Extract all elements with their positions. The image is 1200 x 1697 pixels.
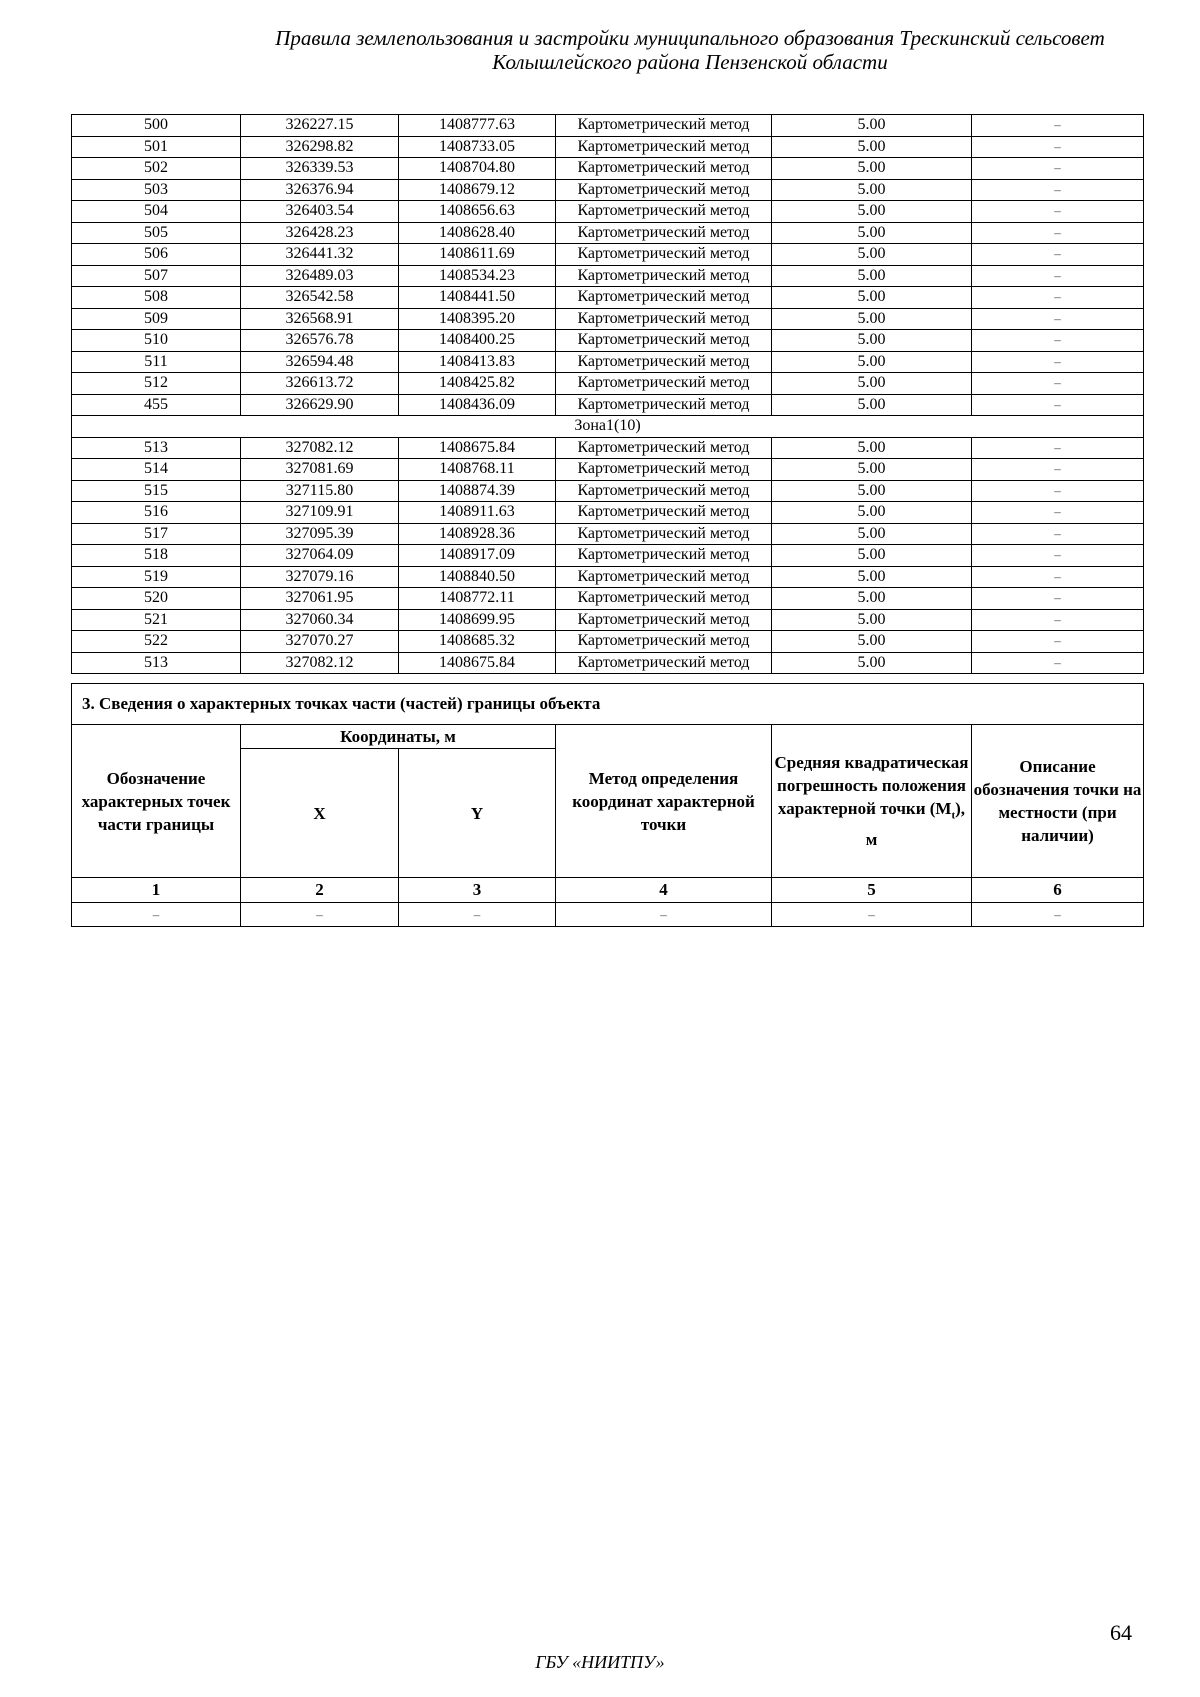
- description-cell: –: [972, 308, 1144, 330]
- zone-label: Зона1(10): [72, 416, 1144, 438]
- error-cell: 5.00: [772, 179, 972, 201]
- point-number-cell: 500: [72, 115, 241, 137]
- table-row: [72, 480, 1144, 502]
- point-number-cell: 519: [72, 566, 241, 588]
- x-coordinate-cell: 326629.90: [241, 394, 399, 416]
- document-header: [0, 26, 1200, 74]
- description-cell: –: [972, 244, 1144, 266]
- error-cell: 5.00: [772, 308, 972, 330]
- table-row: [72, 566, 1144, 588]
- empty-cell: –: [556, 903, 772, 927]
- y-coordinate-cell: 1408768.11: [399, 459, 556, 481]
- point-number-cell: 501: [72, 136, 241, 158]
- error-cell: 5.00: [772, 588, 972, 610]
- y-coordinate-cell: 1408534.23: [399, 265, 556, 287]
- zone-row: [72, 416, 1144, 438]
- table-row: [72, 459, 1144, 481]
- x-coordinate-cell: 326441.32: [241, 244, 399, 266]
- y-coordinate-cell: 1408874.39: [399, 480, 556, 502]
- header-point-designation: Обозначение характерных точек части границы: [72, 725, 241, 878]
- table-row: [72, 201, 1144, 223]
- description-cell: –: [972, 480, 1144, 502]
- header-line-2: Колышлейского района Пензенской области: [492, 50, 888, 74]
- point-number-cell: 511: [72, 351, 241, 373]
- x-coordinate-cell: 326613.72: [241, 373, 399, 395]
- x-coordinate-cell: 327082.12: [241, 437, 399, 459]
- y-coordinate-cell: 1408395.20: [399, 308, 556, 330]
- method-cell: Картометрический метод: [556, 480, 772, 502]
- header-error: [772, 725, 972, 878]
- method-cell: Картометрический метод: [556, 244, 772, 266]
- error-cell: 5.00: [772, 136, 972, 158]
- point-number-cell: 517: [72, 523, 241, 545]
- description-cell: –: [972, 351, 1144, 373]
- table-row: [72, 222, 1144, 244]
- error-cell: 5.00: [772, 609, 972, 631]
- header-error-subscript: t: [951, 809, 956, 822]
- table-row: [72, 609, 1144, 631]
- x-coordinate-cell: 327081.69: [241, 459, 399, 481]
- empty-cell: –: [772, 903, 972, 927]
- description-cell: –: [972, 222, 1144, 244]
- x-coordinate-cell: 327070.27: [241, 631, 399, 653]
- error-cell: 5.00: [772, 652, 972, 674]
- column-number: 1: [72, 878, 241, 903]
- point-number-cell: 455: [72, 394, 241, 416]
- point-number-cell: 502: [72, 158, 241, 180]
- method-cell: Картометрический метод: [556, 437, 772, 459]
- error-cell: 5.00: [772, 523, 972, 545]
- y-coordinate-cell: 1408675.84: [399, 437, 556, 459]
- method-cell: Картометрический метод: [556, 459, 772, 481]
- description-cell: –: [972, 631, 1144, 653]
- point-number-cell: 505: [72, 222, 241, 244]
- header-error-tail: ), м: [865, 799, 966, 849]
- error-cell: 5.00: [772, 222, 972, 244]
- empty-cell: –: [972, 903, 1144, 927]
- y-coordinate-cell: 1408917.09: [399, 545, 556, 567]
- header-description: Описание обозначения точки на местности (при наличии): [972, 725, 1144, 878]
- method-cell: Картометрический метод: [556, 351, 772, 373]
- point-number-cell: 512: [72, 373, 241, 395]
- table-row: [72, 330, 1144, 352]
- method-cell: Картометрический метод: [556, 631, 772, 653]
- x-coordinate-cell: 326568.91: [241, 308, 399, 330]
- header-x: X: [241, 749, 399, 878]
- x-coordinate-cell: 327115.80: [241, 480, 399, 502]
- error-cell: 5.00: [772, 287, 972, 309]
- error-cell: 5.00: [772, 330, 972, 352]
- table-row: [72, 265, 1144, 287]
- y-coordinate-cell: 1408400.25: [399, 330, 556, 352]
- page-number: 64: [1110, 1620, 1132, 1645]
- error-cell: 5.00: [772, 631, 972, 653]
- y-coordinate-cell: 1408611.69: [399, 244, 556, 266]
- description-cell: –: [972, 588, 1144, 610]
- error-cell: 5.00: [772, 201, 972, 223]
- point-number-cell: 503: [72, 179, 241, 201]
- point-number-cell: 510: [72, 330, 241, 352]
- x-coordinate-cell: 326428.23: [241, 222, 399, 244]
- y-coordinate-cell: 1408425.82: [399, 373, 556, 395]
- y-coordinate-cell: 1408928.36: [399, 523, 556, 545]
- error-cell: 5.00: [772, 480, 972, 502]
- x-coordinate-cell: 327082.12: [241, 652, 399, 674]
- y-coordinate-cell: 1408840.50: [399, 566, 556, 588]
- method-cell: Картометрический метод: [556, 136, 772, 158]
- x-coordinate-cell: 327064.09: [241, 545, 399, 567]
- description-cell: –: [972, 652, 1144, 674]
- column-number: 6: [972, 878, 1144, 903]
- x-coordinate-cell: 327095.39: [241, 523, 399, 545]
- y-coordinate-cell: 1408699.95: [399, 609, 556, 631]
- description-cell: –: [972, 566, 1144, 588]
- y-coordinate-cell: 1408704.80: [399, 158, 556, 180]
- footer-organization: ГБУ «НИИТПУ»: [535, 1652, 665, 1672]
- point-number-cell: 506: [72, 244, 241, 266]
- method-cell: Картометрический метод: [556, 609, 772, 631]
- description-cell: –: [972, 373, 1144, 395]
- table-row: [72, 308, 1144, 330]
- description-cell: –: [972, 115, 1144, 137]
- description-cell: –: [972, 502, 1144, 524]
- description-cell: –: [972, 330, 1144, 352]
- description-cell: –: [972, 201, 1144, 223]
- table-row: [72, 502, 1144, 524]
- method-cell: Картометрический метод: [556, 545, 772, 567]
- header-error-main: Средняя квадратическая погрешность положения характерной точки (M: [774, 753, 969, 819]
- x-coordinate-cell: 327060.34: [241, 609, 399, 631]
- y-coordinate-cell: 1408675.84: [399, 652, 556, 674]
- coordinates-table: [71, 114, 1144, 674]
- point-number-cell: 520: [72, 588, 241, 610]
- method-cell: Картометрический метод: [556, 588, 772, 610]
- table-row: [72, 158, 1144, 180]
- point-number-cell: 518: [72, 545, 241, 567]
- table-row: [72, 244, 1144, 266]
- method-cell: Картометрический метод: [556, 394, 772, 416]
- method-cell: Картометрический метод: [556, 502, 772, 524]
- method-cell: Картометрический метод: [556, 158, 772, 180]
- description-cell: –: [972, 459, 1144, 481]
- column-number: 3: [399, 878, 556, 903]
- table-row: [72, 523, 1144, 545]
- error-cell: 5.00: [772, 115, 972, 137]
- description-cell: –: [972, 523, 1144, 545]
- x-coordinate-cell: 326576.78: [241, 330, 399, 352]
- table-row: [72, 588, 1144, 610]
- point-number-cell: 514: [72, 459, 241, 481]
- method-cell: Картометрический метод: [556, 566, 772, 588]
- error-cell: 5.00: [772, 437, 972, 459]
- column-number: 2: [241, 878, 399, 903]
- empty-cell: –: [241, 903, 399, 927]
- point-number-cell: 508: [72, 287, 241, 309]
- y-coordinate-cell: 1408685.32: [399, 631, 556, 653]
- x-coordinate-cell: 326227.15: [241, 115, 399, 137]
- empty-cell: –: [399, 903, 556, 927]
- coordinates-table-body: [72, 115, 1144, 674]
- x-coordinate-cell: 326542.58: [241, 287, 399, 309]
- table-row: [72, 631, 1144, 653]
- y-coordinate-cell: 1408436.09: [399, 394, 556, 416]
- description-cell: –: [972, 394, 1144, 416]
- y-coordinate-cell: 1408679.12: [399, 179, 556, 201]
- description-cell: –: [972, 136, 1144, 158]
- table-row: [72, 652, 1144, 674]
- method-cell: Картометрический метод: [556, 179, 772, 201]
- x-coordinate-cell: 326594.48: [241, 351, 399, 373]
- column-number: 4: [556, 878, 772, 903]
- error-cell: 5.00: [772, 502, 972, 524]
- y-coordinate-cell: 1408441.50: [399, 287, 556, 309]
- x-coordinate-cell: 327109.91: [241, 502, 399, 524]
- point-number-cell: 522: [72, 631, 241, 653]
- method-cell: Картометрический метод: [556, 373, 772, 395]
- method-cell: Картометрический метод: [556, 201, 772, 223]
- table-row: [72, 136, 1144, 158]
- method-cell: Картометрический метод: [556, 115, 772, 137]
- description-cell: –: [972, 158, 1144, 180]
- table-row: [72, 437, 1144, 459]
- description-cell: –: [972, 545, 1144, 567]
- y-coordinate-cell: 1408777.63: [399, 115, 556, 137]
- table-row: [72, 287, 1144, 309]
- x-coordinate-cell: 326339.53: [241, 158, 399, 180]
- point-number-cell: 507: [72, 265, 241, 287]
- y-coordinate-cell: 1408733.05: [399, 136, 556, 158]
- method-cell: Картометрический метод: [556, 330, 772, 352]
- description-cell: –: [972, 287, 1144, 309]
- x-coordinate-cell: 327061.95: [241, 588, 399, 610]
- error-cell: 5.00: [772, 566, 972, 588]
- point-number-cell: 513: [72, 652, 241, 674]
- x-coordinate-cell: 326298.82: [241, 136, 399, 158]
- header-line-1: Правила землепользования и застройки муниципального образования Трескинский сельсовет: [275, 26, 1105, 50]
- method-cell: Картометрический метод: [556, 652, 772, 674]
- error-cell: 5.00: [772, 265, 972, 287]
- error-cell: 5.00: [772, 158, 972, 180]
- error-cell: 5.00: [772, 373, 972, 395]
- point-number-cell: 509: [72, 308, 241, 330]
- error-cell: 5.00: [772, 459, 972, 481]
- x-coordinate-cell: 327079.16: [241, 566, 399, 588]
- y-coordinate-cell: 1408628.40: [399, 222, 556, 244]
- table-row: [72, 179, 1144, 201]
- error-cell: 5.00: [772, 545, 972, 567]
- x-coordinate-cell: 326489.03: [241, 265, 399, 287]
- point-number-cell: 515: [72, 480, 241, 502]
- header-y: Y: [399, 749, 556, 878]
- description-cell: –: [972, 609, 1144, 631]
- description-cell: –: [972, 179, 1144, 201]
- method-cell: Картометрический метод: [556, 222, 772, 244]
- description-cell: –: [972, 437, 1144, 459]
- section-3-title: 3. Сведения о характерных точках части (частей) границы объекта: [72, 684, 1144, 725]
- y-coordinate-cell: 1408413.83: [399, 351, 556, 373]
- y-coordinate-cell: 1408772.11: [399, 588, 556, 610]
- table-row: [72, 115, 1144, 137]
- x-coordinate-cell: 326403.54: [241, 201, 399, 223]
- error-cell: 5.00: [772, 351, 972, 373]
- error-cell: 5.00: [772, 394, 972, 416]
- table-row: [72, 351, 1144, 373]
- point-number-cell: 504: [72, 201, 241, 223]
- point-number-cell: 521: [72, 609, 241, 631]
- description-cell: –: [972, 265, 1144, 287]
- table-row: [72, 373, 1144, 395]
- method-cell: Картометрический метод: [556, 523, 772, 545]
- column-number: 5: [772, 878, 972, 903]
- table-row: [72, 545, 1144, 567]
- method-cell: Картометрический метод: [556, 265, 772, 287]
- table-row: [72, 394, 1144, 416]
- method-cell: Картометрический метод: [556, 287, 772, 309]
- method-cell: Картометрический метод: [556, 308, 772, 330]
- header-coordinates: Координаты, м: [241, 725, 556, 749]
- point-number-cell: 516: [72, 502, 241, 524]
- y-coordinate-cell: 1408911.63: [399, 502, 556, 524]
- empty-cell: –: [72, 903, 241, 927]
- header-method: Метод определения координат характерной точки: [556, 725, 772, 878]
- x-coordinate-cell: 326376.94: [241, 179, 399, 201]
- y-coordinate-cell: 1408656.63: [399, 201, 556, 223]
- point-number-cell: 513: [72, 437, 241, 459]
- section-3-table: [71, 683, 1144, 927]
- error-cell: 5.00: [772, 244, 972, 266]
